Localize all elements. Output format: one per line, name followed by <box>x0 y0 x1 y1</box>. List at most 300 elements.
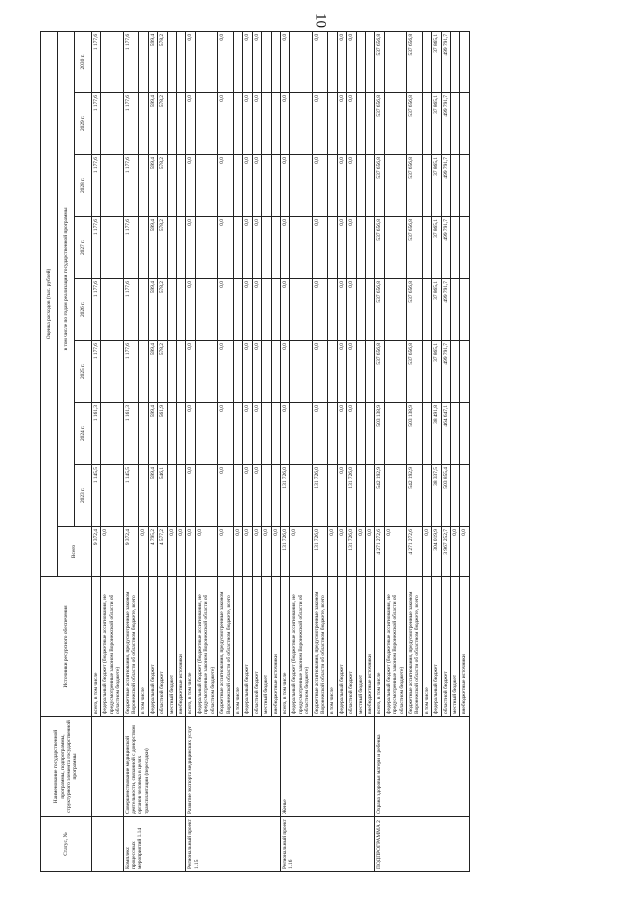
year-cell <box>177 341 186 403</box>
year-cell: 1 177,6 <box>92 217 101 279</box>
year-cell: 0,0 <box>218 341 234 403</box>
year-cell <box>262 465 271 527</box>
year-cell <box>271 403 280 465</box>
year-cell: 1 177,6 <box>92 93 101 155</box>
year-cell <box>139 279 148 341</box>
year-cell: 537 656,8 <box>375 93 384 155</box>
year-cell <box>328 155 337 217</box>
year-cell <box>290 217 312 279</box>
total-cell: 0,0 <box>195 527 217 577</box>
source-label: бюджетные ассигнования, предусмотренные законом Воронежской области об областном бюджете, всего <box>218 577 234 717</box>
source-label: внебюджетные источники <box>366 577 375 717</box>
total-cell: 0,0 <box>101 527 123 577</box>
year-cell <box>460 155 469 217</box>
year-cell <box>167 341 176 403</box>
year-cell: 0,0 <box>337 403 346 465</box>
year-cell: 0,0 <box>186 465 195 527</box>
year-cell <box>460 31 469 92</box>
year-cell: 37 865,1 <box>432 31 441 92</box>
year-cell <box>101 93 123 155</box>
year-cell <box>262 403 271 465</box>
year-cell <box>366 155 375 217</box>
source-label: федеральный бюджет (бюджетные ассигнования, не предусмотренные законом Воронежской области об областном бюджете) <box>195 577 217 717</box>
total-cell: 0,0 <box>262 527 271 577</box>
source-label: областной бюджет <box>158 577 167 717</box>
year-cell <box>366 93 375 155</box>
year-cell: 599,4 <box>148 31 157 92</box>
year-cell: 599,4 <box>148 155 157 217</box>
source-label: местный бюджет <box>262 577 271 717</box>
year-cell: 599,4 <box>148 341 157 403</box>
year-cell: 1 177,6 <box>123 279 139 341</box>
year-cell <box>195 155 217 217</box>
year-cell: 0,0 <box>218 279 234 341</box>
total-cell: 304 019,9 <box>432 527 441 577</box>
source-label: бюджетные ассигнования, предусмотренные законом Воронежской области об областном бюджете, всего <box>312 577 328 717</box>
year-cell: 1 145,5 <box>92 465 101 527</box>
year-cell: 578,2 <box>158 279 167 341</box>
table-row <box>280 31 289 871</box>
year-cell: 537 656,8 <box>407 341 423 403</box>
total-cell: 0,0 <box>328 527 337 577</box>
year-cell: 1 161,3 <box>123 403 139 465</box>
year-cell: 0,0 <box>337 465 346 527</box>
year-cell <box>101 465 123 527</box>
header-estimate: Оценка расходов (тыс. рублей) <box>41 31 58 576</box>
year-cell <box>384 217 406 279</box>
year-cell: 1 145,5 <box>123 465 139 527</box>
year-cell: 131 726,0 <box>312 465 328 527</box>
year-cell: 1 177,6 <box>92 31 101 92</box>
year-cell: 0,0 <box>347 279 356 341</box>
year-cell <box>177 403 186 465</box>
year-cell <box>233 279 242 341</box>
year-cell: 1 177,6 <box>123 341 139 403</box>
year-cell: 578,2 <box>158 155 167 217</box>
year-cell: 0,0 <box>347 217 356 279</box>
source-label: областной бюджет <box>347 577 356 717</box>
year-cell <box>271 217 280 279</box>
year-cell: 0,0 <box>243 31 252 92</box>
year-cell <box>195 217 217 279</box>
year-cell: 1 177,6 <box>92 279 101 341</box>
year-cell <box>233 403 242 465</box>
year-cell <box>262 279 271 341</box>
year-cell: 537 656,8 <box>407 279 423 341</box>
year-cell <box>356 93 365 155</box>
block-status <box>92 817 124 872</box>
block-name <box>92 717 124 817</box>
year-cell <box>271 155 280 217</box>
year-cell: 0,0 <box>252 341 261 403</box>
block-name: Развитие экспорта медицинских услуг <box>186 717 280 817</box>
year-cell: 0,0 <box>312 217 328 279</box>
year-cell <box>177 217 186 279</box>
year-cell: 499 791,7 <box>441 341 450 403</box>
year-cell: 0,0 <box>347 93 356 155</box>
total-cell: 0,0 <box>218 527 234 577</box>
year-cell: 537 656,8 <box>375 341 384 403</box>
source-label: внебюджетные источники <box>177 577 186 717</box>
year-cell <box>451 279 460 341</box>
year-cell: 0,0 <box>243 217 252 279</box>
year-cell <box>195 31 217 92</box>
year-cell <box>167 31 176 92</box>
year-cell <box>384 465 406 527</box>
year-cell: 0,0 <box>280 155 289 217</box>
year-cell <box>233 217 242 279</box>
header-year: 2026 г. <box>75 279 92 341</box>
header-year: 2029 г. <box>75 93 92 155</box>
total-cell: 4 271 272,6 <box>407 527 423 577</box>
total-cell: 0,0 <box>290 527 312 577</box>
year-cell <box>262 341 271 403</box>
year-cell: 499 791,7 <box>441 217 450 279</box>
year-cell: 131 726,0 <box>280 465 289 527</box>
source-label: местный бюджет <box>167 577 176 717</box>
year-cell: 464 647,1 <box>441 403 450 465</box>
year-cell: 0,0 <box>252 93 261 155</box>
year-cell <box>451 341 460 403</box>
year-cell <box>384 155 406 217</box>
header-total: Всего <box>58 527 92 577</box>
year-cell <box>101 217 123 279</box>
year-cell <box>101 155 123 217</box>
total-cell: 0,0 <box>177 527 186 577</box>
year-cell <box>460 279 469 341</box>
year-cell <box>262 31 271 92</box>
year-cell <box>139 217 148 279</box>
total-cell: 131 726,0 <box>347 527 356 577</box>
total-cell: 0,0 <box>460 527 469 577</box>
year-cell <box>139 155 148 217</box>
total-cell: 0,0 <box>252 527 261 577</box>
year-cell <box>384 403 406 465</box>
source-label: федеральный бюджет <box>148 577 157 717</box>
year-cell <box>422 93 431 155</box>
year-cell: 0,0 <box>243 403 252 465</box>
year-cell: 578,2 <box>158 31 167 92</box>
source-label: в том числе <box>328 577 337 717</box>
year-cell <box>271 465 280 527</box>
total-cell: 0,0 <box>186 527 195 577</box>
source-label: местный бюджет <box>356 577 365 717</box>
year-cell: 0,0 <box>252 279 261 341</box>
year-cell <box>356 403 365 465</box>
year-cell: 1 161,3 <box>92 403 101 465</box>
year-cell: 0,0 <box>186 217 195 279</box>
year-cell: 0,0 <box>243 279 252 341</box>
source-label: внебюджетные источники <box>271 577 280 717</box>
year-cell: 537 656,8 <box>407 217 423 279</box>
year-cell: 0,0 <box>186 155 195 217</box>
year-cell: 599,4 <box>148 279 157 341</box>
total-cell: 4 271 272,6 <box>375 527 384 577</box>
source-label: бюджетные ассигнования, предусмотренные законом Воронежской области об областном бюджете, всего <box>123 577 139 717</box>
year-cell: 0,0 <box>252 155 261 217</box>
year-cell: 537 656,8 <box>375 279 384 341</box>
year-cell: 0,0 <box>337 279 346 341</box>
year-cell: 0,0 <box>347 31 356 92</box>
year-cell: 1 177,6 <box>123 217 139 279</box>
source-label: федеральный бюджет <box>337 577 346 717</box>
year-cell: 0,0 <box>280 279 289 341</box>
source-label: в том числе <box>139 577 148 717</box>
year-cell <box>177 279 186 341</box>
year-cell <box>262 93 271 155</box>
year-cell: 0,0 <box>252 217 261 279</box>
year-cell <box>167 403 176 465</box>
total-cell: 9 372,4 <box>123 527 139 577</box>
year-cell: 0,0 <box>243 155 252 217</box>
header-status: Статус, № <box>41 817 92 872</box>
year-cell: 599,4 <box>148 217 157 279</box>
total-cell: 0,0 <box>337 527 346 577</box>
year-cell: 0,0 <box>218 155 234 217</box>
year-cell <box>384 93 406 155</box>
year-cell <box>366 279 375 341</box>
year-cell: 503 855,4 <box>441 465 450 527</box>
year-cell: 0,0 <box>186 279 195 341</box>
year-cell <box>451 31 460 92</box>
year-cell: 0,0 <box>347 155 356 217</box>
header-year: 2025 г. <box>75 341 92 403</box>
year-cell <box>139 31 148 92</box>
year-cell <box>451 403 460 465</box>
year-cell: 0,0 <box>312 279 328 341</box>
year-cell: 0,0 <box>243 465 252 527</box>
year-cell: 37 865,1 <box>432 217 441 279</box>
year-cell: 1 177,6 <box>92 155 101 217</box>
year-cell <box>195 403 217 465</box>
year-cell <box>233 465 242 527</box>
total-cell: 0,0 <box>243 527 252 577</box>
year-cell: 131 726,0 <box>347 465 356 527</box>
year-cell <box>451 465 460 527</box>
total-cell: 0,0 <box>366 527 375 577</box>
year-cell <box>195 341 217 403</box>
table-row <box>186 31 195 871</box>
total-cell: 0,0 <box>139 527 148 577</box>
year-cell <box>290 279 312 341</box>
year-cell: 0,0 <box>312 31 328 92</box>
year-cell: 0,0 <box>218 465 234 527</box>
year-cell <box>101 279 123 341</box>
year-cell: 578,2 <box>158 341 167 403</box>
year-cell <box>139 93 148 155</box>
total-cell: 0,0 <box>422 527 431 577</box>
total-cell: 0,0 <box>167 527 176 577</box>
source-label: федеральный бюджет (бюджетные ассигнования, не предусмотренные законом Воронежской области об областном бюджете) <box>101 577 123 717</box>
block-status: Региональный проект 1.16 <box>280 817 374 872</box>
year-cell <box>451 155 460 217</box>
source-label: областной бюджет <box>441 577 450 717</box>
year-cell <box>366 31 375 92</box>
header-by-years: в том числе по годам реализации государственной программы <box>58 31 75 526</box>
year-cell <box>290 93 312 155</box>
year-cell <box>460 217 469 279</box>
year-cell: 0,0 <box>252 403 261 465</box>
year-cell: 499 791,7 <box>441 93 450 155</box>
year-cell: 542 192,9 <box>407 465 423 527</box>
year-cell <box>139 403 148 465</box>
year-cell <box>167 93 176 155</box>
table-row <box>92 31 101 871</box>
source-label: всего, в том числе <box>280 577 289 717</box>
year-cell <box>195 93 217 155</box>
year-cell: 1 177,6 <box>123 31 139 92</box>
year-cell: 0,0 <box>280 93 289 155</box>
year-cell: 0,0 <box>312 403 328 465</box>
year-cell <box>271 279 280 341</box>
source-label: в том числе <box>233 577 242 717</box>
year-cell: 599,4 <box>148 465 157 527</box>
year-cell: 542 192,9 <box>375 465 384 527</box>
total-cell: 0,0 <box>233 527 242 577</box>
source-label: федеральный бюджет <box>243 577 252 717</box>
year-cell: 0,0 <box>218 403 234 465</box>
year-cell <box>422 155 431 217</box>
year-cell <box>328 403 337 465</box>
source-label: областной бюджет <box>252 577 261 717</box>
year-cell <box>328 93 337 155</box>
year-cell: 503 138,9 <box>407 403 423 465</box>
source-label: всего, в том числе <box>186 577 195 717</box>
total-cell: 131 726,0 <box>280 527 289 577</box>
block-name: Совершенствование медицинской деятельности, связанной с донорством органов человека в целях трансплантации (пересадки) <box>123 717 186 817</box>
year-cell: 537 656,8 <box>407 93 423 155</box>
block-name: Охрана здоровья матери и ребенка <box>375 717 469 817</box>
source-label: в том числе <box>422 577 431 717</box>
year-cell <box>328 279 337 341</box>
year-cell: 499 791,7 <box>441 155 450 217</box>
year-cell: 37 865,1 <box>432 93 441 155</box>
year-cell: 1 177,6 <box>123 93 139 155</box>
year-cell: 0,0 <box>186 403 195 465</box>
year-cell <box>139 465 148 527</box>
year-cell: 1 177,6 <box>92 341 101 403</box>
year-cell: 0,0 <box>337 217 346 279</box>
year-cell <box>384 279 406 341</box>
year-cell <box>356 341 365 403</box>
total-cell: 9 372,4 <box>92 527 101 577</box>
year-cell: 0,0 <box>347 403 356 465</box>
year-cell: 0,0 <box>280 217 289 279</box>
source-label: местный бюджет <box>451 577 460 717</box>
year-cell <box>262 217 271 279</box>
year-cell <box>460 403 469 465</box>
block-status: Комплекс процессных мероприятий 1.14 <box>123 817 186 872</box>
year-cell <box>167 217 176 279</box>
year-cell: 37 865,1 <box>432 341 441 403</box>
year-cell: 0,0 <box>252 31 261 92</box>
year-cell: 0,0 <box>347 341 356 403</box>
source-label: федеральный бюджет (бюджетные ассигнования, не предусмотренные законом Воронежской области об областном бюджете) <box>384 577 406 717</box>
year-cell: 599,4 <box>148 403 157 465</box>
year-cell: 0,0 <box>337 341 346 403</box>
year-cell: 0,0 <box>243 341 252 403</box>
year-cell <box>290 403 312 465</box>
year-cell <box>451 93 460 155</box>
year-cell <box>356 279 365 341</box>
year-cell <box>422 341 431 403</box>
year-cell: 499 791,7 <box>441 279 450 341</box>
year-cell: 537 656,8 <box>407 155 423 217</box>
year-cell <box>233 155 242 217</box>
year-cell: 578,2 <box>158 93 167 155</box>
header-year: 2027 г. <box>75 217 92 279</box>
header-year: 2030 г. <box>75 31 92 92</box>
year-cell <box>356 465 365 527</box>
year-cell <box>271 341 280 403</box>
year-cell <box>167 279 176 341</box>
source-label: бюджетные ассигнования, предусмотренные законом Воронежской области об областном бюджете, всего <box>407 577 423 717</box>
year-cell: 0,0 <box>218 217 234 279</box>
year-cell <box>366 341 375 403</box>
year-cell <box>177 31 186 92</box>
year-cell: 0,0 <box>218 93 234 155</box>
source-label: всего, в том числе <box>92 577 101 717</box>
total-cell: 4 577,2 <box>158 527 167 577</box>
block-name: Женье <box>280 717 374 817</box>
header-year: 2024 г. <box>75 403 92 465</box>
year-cell: 0,0 <box>186 93 195 155</box>
year-cell <box>101 31 123 92</box>
year-cell <box>271 93 280 155</box>
year-cell <box>290 465 312 527</box>
year-cell: 537 656,8 <box>375 155 384 217</box>
year-cell <box>101 403 123 465</box>
year-cell: 38 337,5 <box>432 465 441 527</box>
year-cell: 37 865,1 <box>432 279 441 341</box>
year-cell <box>366 403 375 465</box>
block-status: ПОДПРОГРАММА 2 <box>375 817 469 872</box>
year-cell <box>422 31 431 92</box>
year-cell: 537 656,8 <box>407 31 423 92</box>
year-cell: 537 656,8 <box>375 31 384 92</box>
total-cell: 0,0 <box>451 527 460 577</box>
year-cell <box>422 217 431 279</box>
total-cell: 0,0 <box>384 527 406 577</box>
year-cell <box>422 279 431 341</box>
year-cell <box>290 155 312 217</box>
year-cell: 0,0 <box>243 93 252 155</box>
year-cell <box>356 155 365 217</box>
year-cell <box>167 465 176 527</box>
year-cell: 578,2 <box>158 217 167 279</box>
year-cell: 0,0 <box>280 403 289 465</box>
year-cell: 1 177,6 <box>123 155 139 217</box>
year-cell: 599,4 <box>148 93 157 155</box>
year-cell <box>366 465 375 527</box>
year-cell <box>384 341 406 403</box>
year-cell: 0,0 <box>337 31 346 92</box>
year-cell <box>177 465 186 527</box>
table-row <box>123 31 139 871</box>
year-cell: 0,0 <box>337 155 346 217</box>
year-cell: 537 656,8 <box>375 217 384 279</box>
header-year: 2023 г. <box>75 465 92 527</box>
table-row <box>375 31 384 871</box>
year-cell: 0,0 <box>312 155 328 217</box>
block-status: Региональный проект 1.15 <box>186 817 280 872</box>
year-cell: 0,0 <box>218 31 234 92</box>
year-cell: 0,0 <box>312 341 328 403</box>
year-cell <box>460 341 469 403</box>
year-cell <box>195 279 217 341</box>
year-cell <box>356 217 365 279</box>
source-label: всего, в том числе <box>375 577 384 717</box>
